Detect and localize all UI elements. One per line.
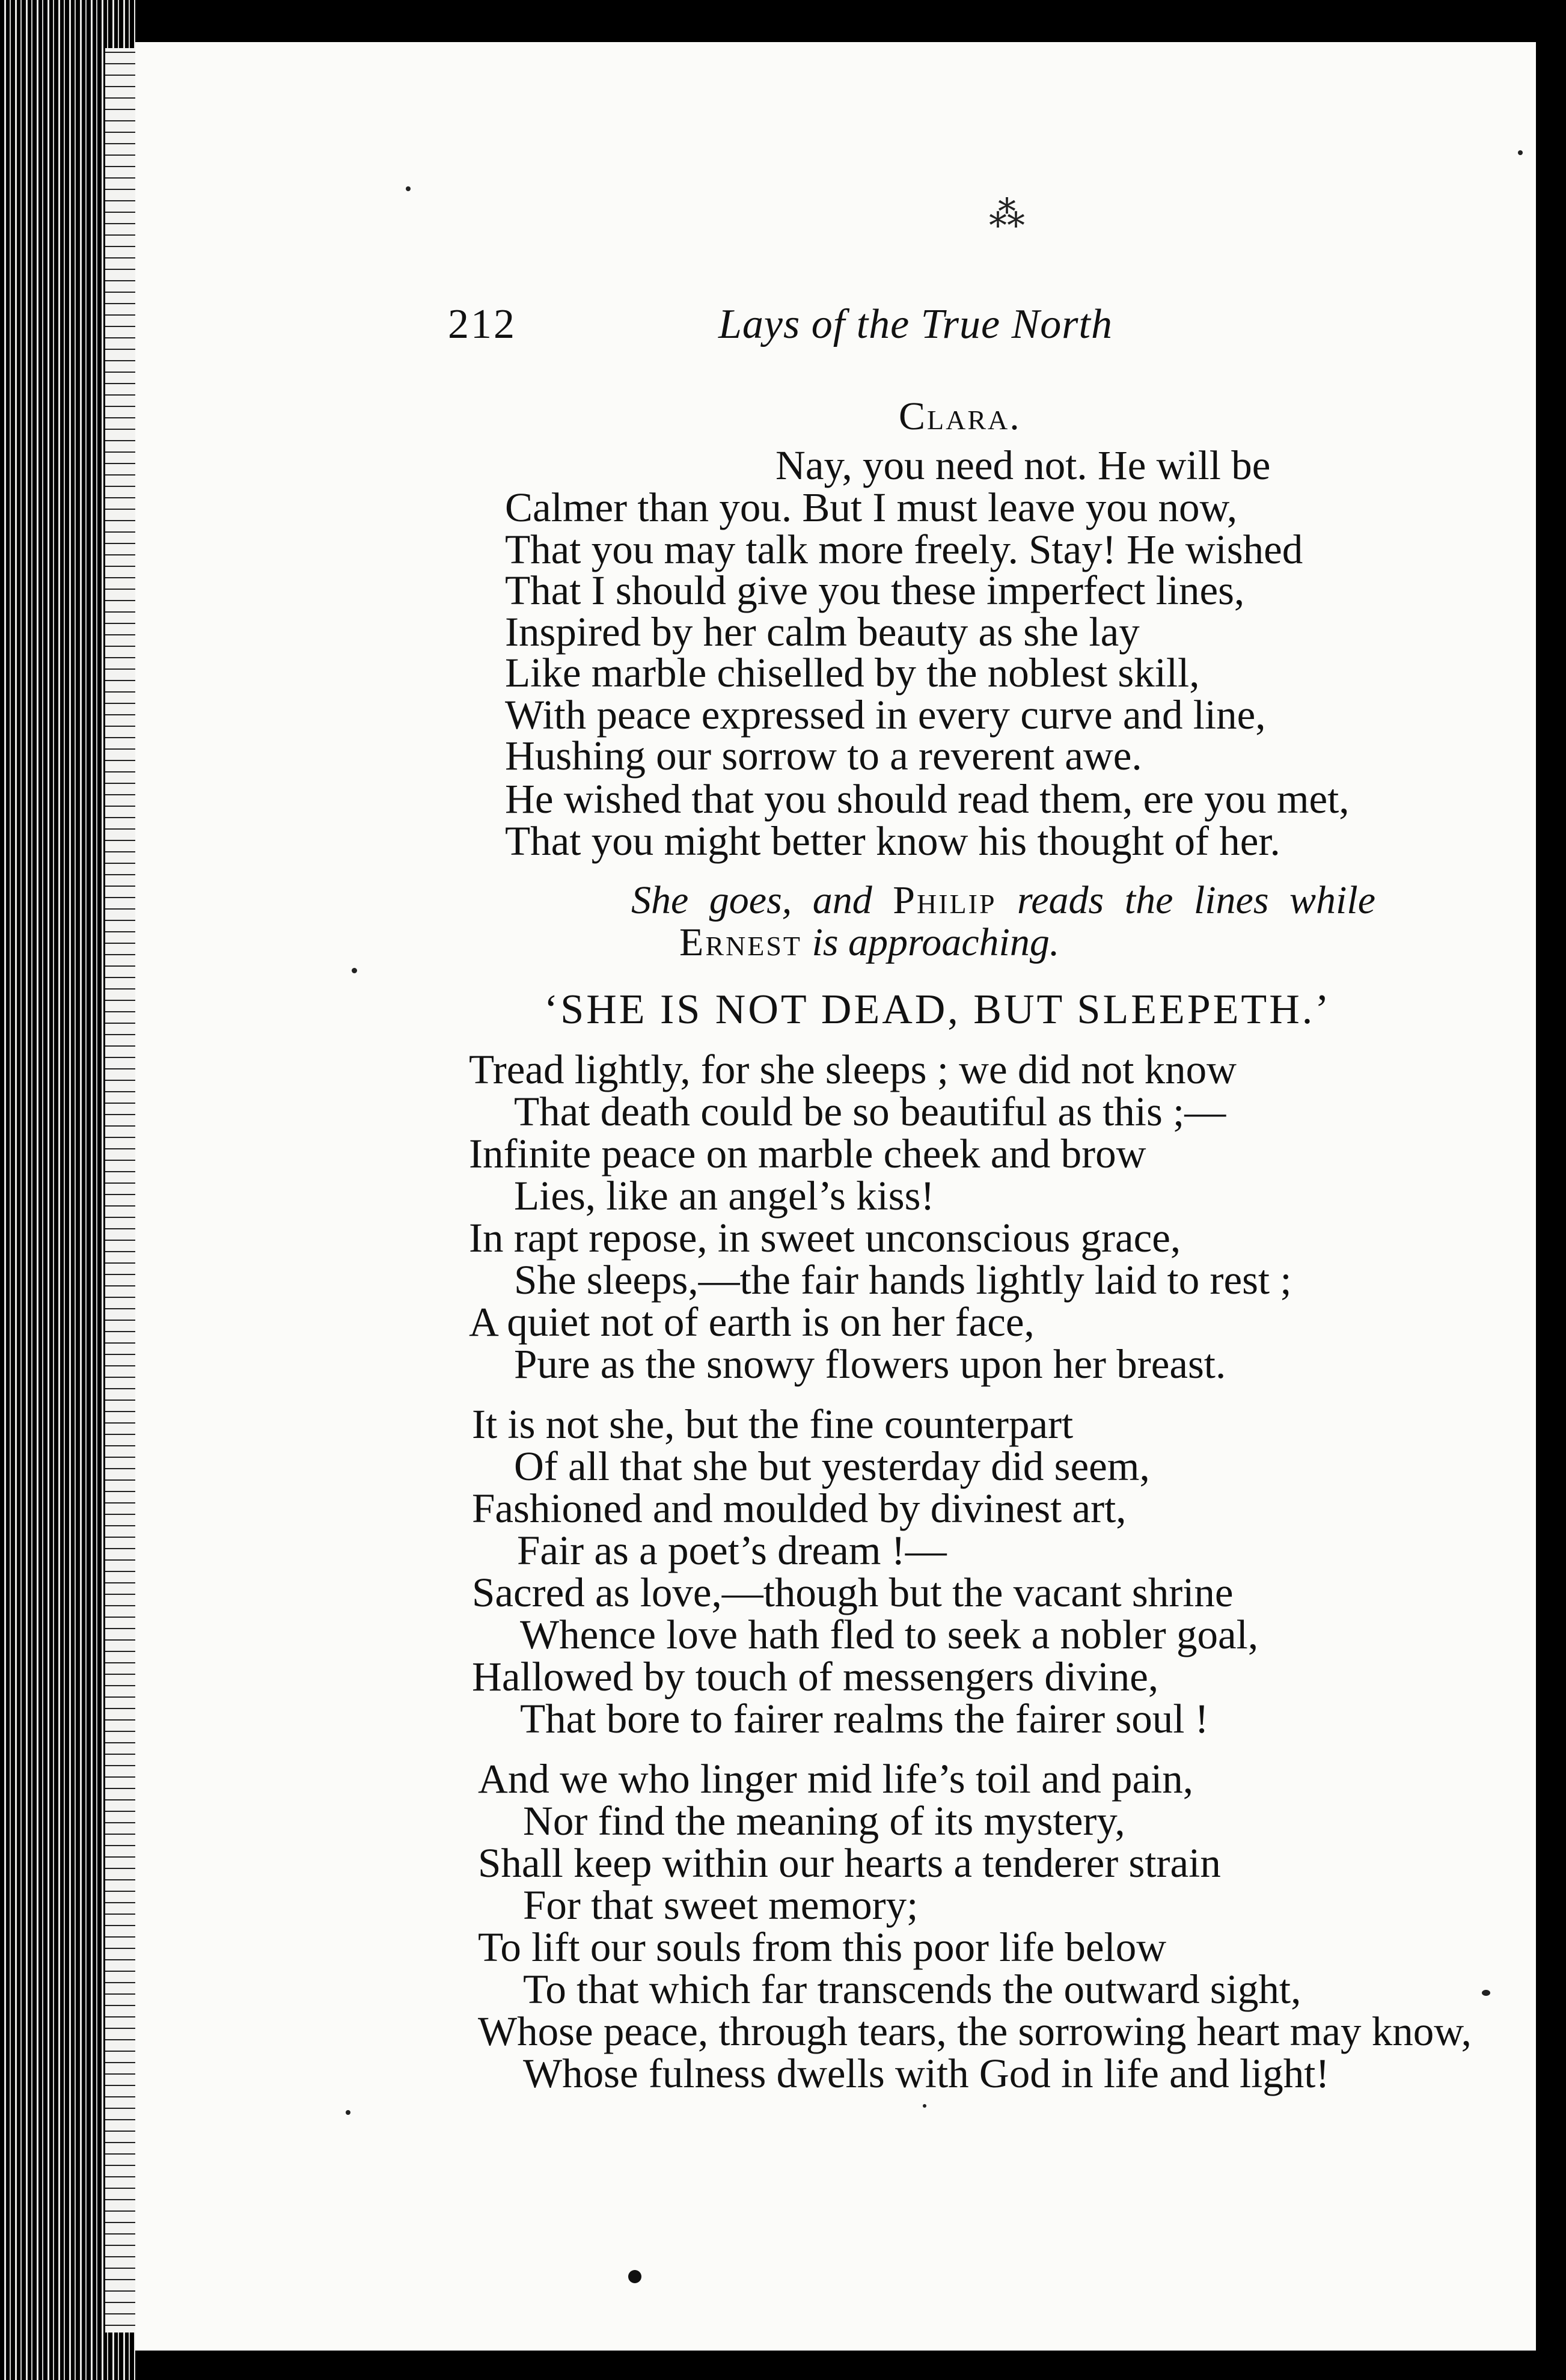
poem-title: ‘SHE IS NOT DEAD, BUT SLEEPETH.’ <box>544 987 1332 1033</box>
ink-speck <box>352 968 357 973</box>
page-edges <box>105 48 135 2333</box>
dialogue-line: Like marble chiselled by the noblest skill, <box>505 650 1200 696</box>
dialogue-line: Inspired by her calm beauty as she lay <box>505 609 1140 655</box>
poem-line: Sacred as love,—though but the vacant shrine <box>472 1570 1234 1615</box>
poem-line: And we who linger mid life’s toil and pain, <box>478 1756 1194 1802</box>
dialogue-line: He wished that you should read them, ere you met, <box>505 776 1350 822</box>
stage-direction-text: is approaching. <box>812 920 1060 964</box>
stage-direction-line-1 <box>631 878 1376 922</box>
dialogue-line: That you might better know his thought of her. <box>505 818 1280 864</box>
stage-direction-text: She goes, and <box>631 878 872 922</box>
character-name-ernest: Ernest <box>679 920 802 964</box>
ink-blot <box>628 2270 641 2283</box>
poem-line: Shall keep within our hearts a tenderer strain <box>478 1840 1221 1886</box>
poem-line: Pure as the snowy flowers upon her breast. <box>514 1341 1226 1387</box>
ink-speck <box>1518 150 1523 155</box>
poem-line: A quiet not of earth is on her face, <box>469 1299 1035 1345</box>
poem-line: Nor find the meaning of its mystery, <box>523 1798 1125 1844</box>
poem-line: Hallowed by touch of messengers divine, <box>472 1654 1159 1699</box>
dialogue-line: That you may talk more freely. Stay! He wished <box>505 527 1303 572</box>
poem-line: Of all that she but yesterday did seem, <box>514 1443 1150 1489</box>
poem-line: Whence love hath fled to seek a nobler goal, <box>520 1612 1259 1657</box>
poem-line: In rapt repose, in sweet unconscious grace, <box>469 1215 1181 1261</box>
poem-line: That bore to fairer realms the fairer soul ! <box>520 1696 1209 1742</box>
poem-line: That death could be so beautiful as this ;— <box>514 1089 1226 1134</box>
stage-direction-text: reads the lines while <box>1017 878 1376 922</box>
ink-speck <box>346 2110 350 2115</box>
poem-line: Whose fulness dwells with God in life and light! <box>523 2051 1330 2096</box>
poem-line: It is not she, but the fine counterpart <box>472 1401 1074 1447</box>
stage-direction-line-2 <box>679 920 1060 964</box>
character-name-philip: Philip <box>893 878 997 922</box>
poem-line: Fashioned and moulded by divinest art, <box>472 1485 1127 1531</box>
dialogue-line: Calmer than you. But I must leave you now, <box>505 485 1238 530</box>
poem-line: Tread lightly, for she sleeps ; we did not know <box>469 1047 1237 1092</box>
printer-ornament: ⁂ <box>989 195 1025 234</box>
poem-line: To that which far transcends the outward sight, <box>523 1966 1301 2012</box>
poem-line: For that sweet memory; <box>523 1882 919 1928</box>
dialogue-line: Nay, you need not. He will be <box>775 442 1271 488</box>
dialogue-line: Hushing our sorrow to a reverent awe. <box>505 733 1142 779</box>
poem-line: Whose peace, through tears, the sorrowing heart may know, <box>478 2008 1472 2054</box>
book-page <box>135 42 1536 2351</box>
ink-speck <box>1482 1990 1490 1996</box>
poem-line: Fair as a poet’s dream !— <box>517 1528 947 1573</box>
dialogue-line: That I should give you these imperfect lines, <box>505 567 1245 613</box>
poem-line: She sleeps,—the fair hands lightly laid to rest ; <box>514 1257 1292 1303</box>
dialogue-line: With peace expressed in every curve and line, <box>505 692 1266 738</box>
ink-speck <box>923 2104 926 2108</box>
speaker-name: Clara. <box>899 394 1021 438</box>
poem-line: Lies, like an angel’s kiss! <box>514 1173 935 1219</box>
running-head: Lays of the True North <box>718 301 1113 347</box>
page-text <box>135 42 1536 2351</box>
page-number: 212 <box>448 301 516 347</box>
ink-speck <box>406 186 411 191</box>
poem-line: Infinite peace on marble cheek and brow <box>469 1131 1146 1176</box>
poem-line: To lift our souls from this poor life below <box>478 1924 1167 1970</box>
